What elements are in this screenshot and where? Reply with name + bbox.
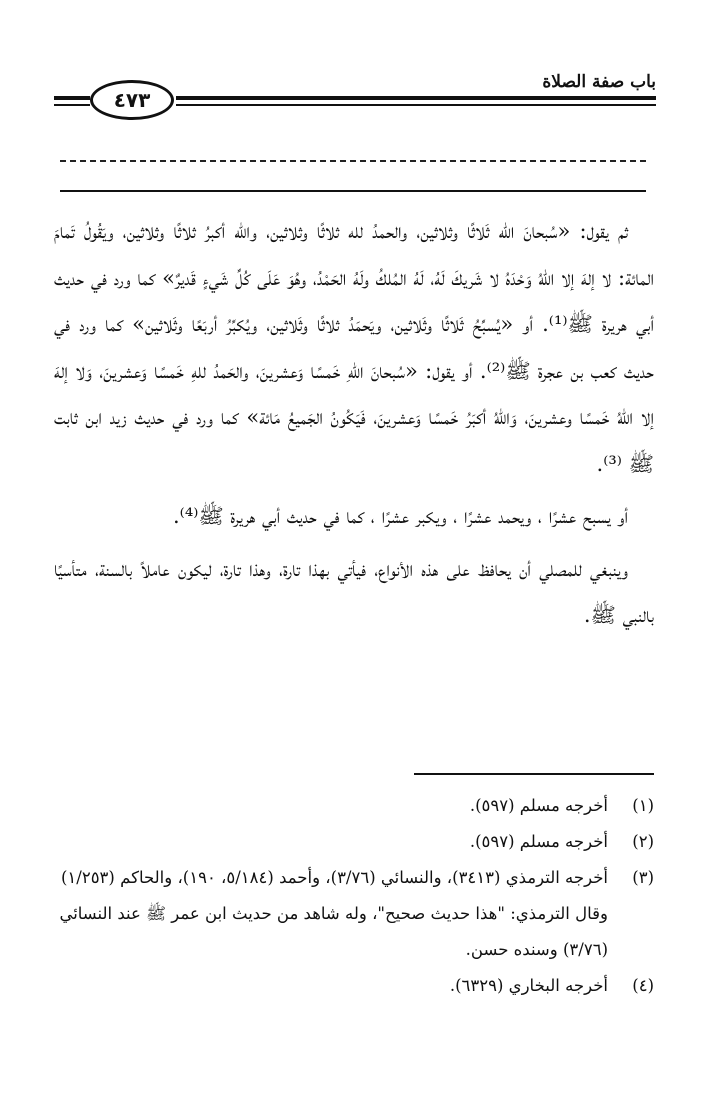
footnote-number: (٣)	[632, 868, 654, 887]
footnote-2	[54, 824, 654, 860]
footnote-text: أخرجه الترمذي (٣٤١٣)، والنسائي (٣/٧٦)، وأحمد (٥/١٨٤، ١٩٠)، والحاكم (١/٢٥٣) وقال الترمذي: "هذا حديث صحيح"، وله شاهد من حديث ابن عمر ﷺ عند النسائي (٣/٧٦) وسنده حسن.	[59, 868, 608, 959]
footnote-number: (٢)	[632, 832, 654, 851]
paragraph-1: ثم يقول: «سُبحانَ الله ثَلاثًا وثلاثين، والحمدُ لله ثلاثًا وثلاثين، والله أكبرُ ثلاثًا وثلاثين، ويَقُولُ تَمامَ المائة: لا إلهَ إلا اللهُ وَحْدَهُ لا شَريكَ لَهُ، لَهُ المُلكُ ولَهُ الحَمْدُ، وهُوَ عَلَى كُلِّ شَيءٍ قَديرٌ» كما ورد في حديث أبي هريرة ﷺ⁽¹⁾. أو «يُسبِّحُ ثَلاثًا وثَلاثين، ويَحمَدُ ثلاثًا وثَلاثين، ويُكبِّرُ أربَعًا وثَلاثين» كما ورد في حديث كعب بن عجرة ﷺ⁽²⁾. أو يقول: «سُبحانَ اللهِ خَمسًا وَعشرينَ، والحَمدُ للهِ خَمسًا وَعشرينَ، وَلا إلهَ إلا اللهُ خَمسًا وعشرينَ، وَاللهُ أكبَرُ خَمسًا وَعشرينَ، فَيَكُونُ الجَميعُ مَائة» كما ورد في حديث زيد ابن ثابت ﷺ ⁽³⁾.	[54, 219, 655, 476]
page-number: ٤٧٣	[90, 80, 174, 120]
main-text	[54, 208, 654, 645]
header-rule-left	[54, 96, 90, 100]
solid-divider	[60, 190, 646, 192]
footnote-number: (٤)	[632, 976, 654, 995]
header-rule-right	[176, 96, 656, 100]
footnotes	[54, 788, 654, 1004]
paragraph-2: أو يسبح عشرًا ، ويحمد عشرًا ، ويكبر عشرًا ، كما في حديث أبي هريرة ﷺ⁽⁴⁾.	[172, 504, 628, 528]
header-rule-left-thin	[54, 104, 90, 106]
chapter-title: باب صفة الصلاة	[542, 72, 656, 92]
footnote-separator	[414, 773, 654, 775]
footnote-3	[54, 860, 654, 968]
footnote-number: (١)	[632, 796, 654, 815]
header-rule-right-thin	[176, 104, 656, 106]
footnote-1	[54, 788, 654, 824]
footnote-text: أخرجه مسلم (٥٩٧).	[469, 832, 608, 851]
footnote-text: أخرجه مسلم (٥٩٧).	[469, 796, 608, 815]
paragraph-3: وينبغي للمصلي أن يحافظ على هذه الأنواع، فيأتي بهذا تارة، وهذا تارة، ليكون عاملاً بالسنة، متأسيًا بالنبي ﷺ.	[54, 556, 654, 627]
footnote-4	[54, 968, 654, 1004]
dashed-divider	[60, 160, 646, 162]
footnote-text: أخرجه البخاري (٦٣٢٩).	[449, 976, 608, 995]
